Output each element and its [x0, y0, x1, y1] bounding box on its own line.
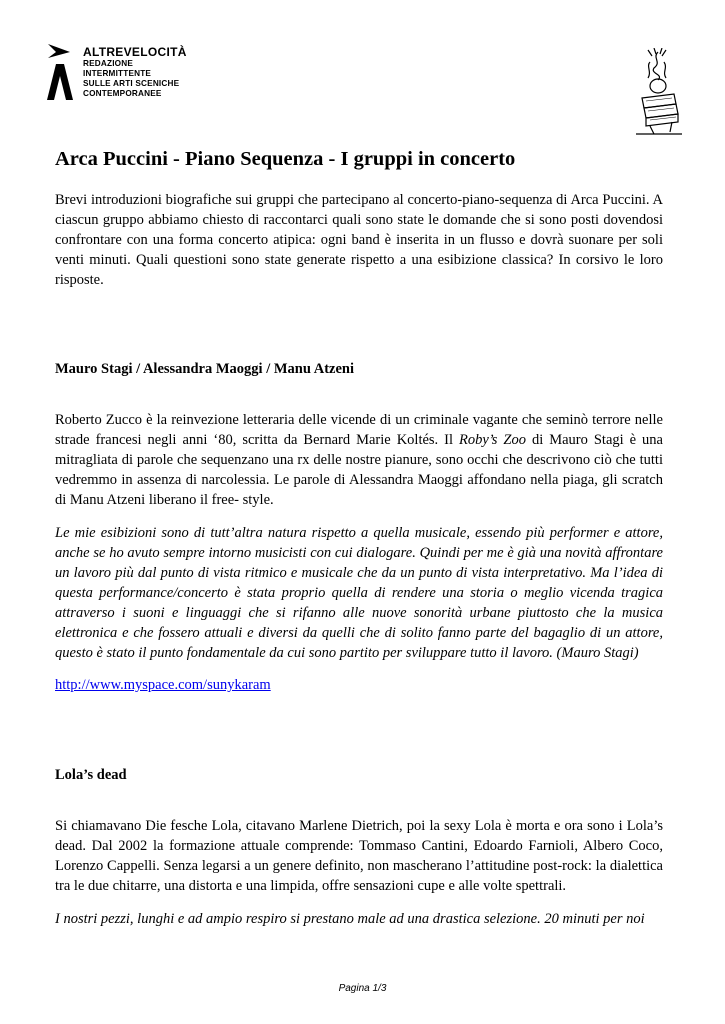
reader-illustration-icon [632, 48, 684, 136]
logo-line: SULLE ARTI SCENICHE [83, 79, 180, 88]
page-header [42, 42, 682, 132]
body-text: di Mauro Stagi è una mitragliata di parole che sequenzano una rx delle nostre pianure, sono occhi che descrivono ciò che tutti vedremmo in assenza di narcolessia. Le parole di Alessandra Maoggi affondano nella piaga, gli scratch di Manu Atzeni liberano il free- style. [55, 432, 663, 508]
body-paragraph: Si chiamavano Die fesche Lola, citavano Marlene Dietrich, poi la sexy Lola è morta e ora sono i Lola’s dead. Dal 2002 la formazione attuale comprende: Tommaso Cantini, Edoardo Farnioli, Albero Coco, Lorenzo Cappelli. Senza legarsi a un genere definito, non mascherano l’attitudine post-rock: la dialettica tra le due chitarre, una distorta e una limpida, offre sensazioni cupe e alle volte spettrali. [55, 818, 663, 894]
body-text: Roberto Zucco è la reinvezione letteraria delle vicende di un criminale vagante che seminò terrore nelle strade francesi negli anni ‘80, scritta da Bernard Marie Koltés. Il [55, 412, 663, 448]
logo-title: ALTREVELOCITÀ [83, 45, 187, 59]
quote-paragraph: Le mie esibizioni sono di tutt’altra natura rispetto a quella musicale, essendo più performer e attore, anche se ho avuto sempre intorno musicisti con cui dialogare. Quindi per me è già una novità affrontare un lavoro più dal punto di vista ritmico e musicale che da un punto di vista interpretativo. Ma l’idea di questa performance/concerto è stata proprio quella di rendere una storia o meglio vicenda tragica attraverso i suoni e linguaggi che si rifanno alle nuove sonorità urbane piuttosto che la musica elettronica e che fossero attuali e diversi da quelli che di solito fanno parte del bagaglio di un attore, questo è stato il punto fondamentale da cui sono partito per sviluppare tutto il lavoro. (Mauro Stagi) [55, 525, 663, 661]
section-heading: Lola’s dead [55, 767, 127, 783]
quote-paragraph: I nostri pezzi, lunghi e ad ampio respiro si prestano male ad una drastica selezione. 20 minuti per noi [55, 911, 645, 927]
logo-text [83, 46, 187, 99]
logo-line: CONTEMPORANEE [83, 89, 162, 98]
logo-line: INTERMITTENTE [83, 69, 152, 78]
body-paragraph [55, 410, 663, 510]
logo-line: REDAZIONE [83, 59, 134, 68]
myspace-link[interactable]: http://www.myspace.com/sunykaram [55, 677, 271, 693]
page-number: Pagina 1/3 [338, 983, 387, 994]
altrevelocita-logo-icon [42, 42, 76, 104]
article [55, 146, 663, 929]
section-heading: Mauro Stagi / Alessandra Maoggi / Manu Atzeni [55, 361, 355, 377]
work-title: Roby’s Zoo [459, 432, 526, 448]
page-title: Arca Puccini - Piano Sequenza - I gruppi in concerto [55, 148, 516, 170]
intro-paragraph: Brevi introduzioni biografiche sui gruppi che partecipano al concerto-piano-sequenza di Arca Puccini. A ciascun gruppo abbiamo chiesto di raccontarci quali sono state le domande che si sono posti dovendosi confrontare con una forma concerto atipica: ogni band è inserita in un flusso e dovrà suonare per soli venti minuti. Quali questioni sono state generate rispetto a una esibizione classica? In corsivo le loro risposte. [55, 192, 663, 288]
